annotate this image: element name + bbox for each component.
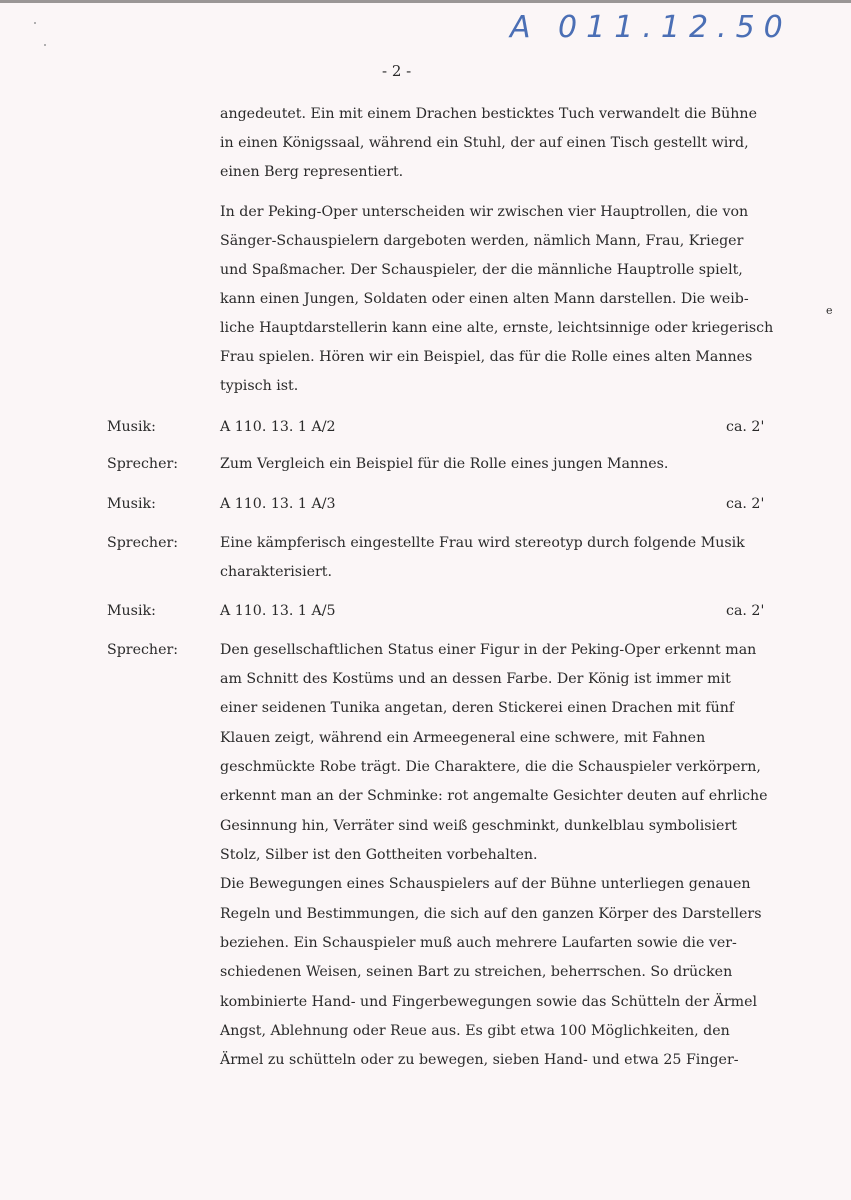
narrator-line: geschmückte Robe trägt. Die Charaktere, die die Schauspieler verkörpern, <box>220 759 761 775</box>
body-line: und Spaßmacher. Der Schauspieler, der die männliche Hauptrolle spielt, <box>220 262 743 278</box>
narrator-line: Zum Vergleich ein Beispiel für die Rolle eines jungen Mannes. <box>220 456 669 472</box>
archive-reference: A 011.12.50 <box>510 10 792 45</box>
speaker-label-music: Musik: <box>107 419 156 435</box>
narrator-line: beziehen. Ein Schauspieler muß auch mehrere Laufarten sowie die ver- <box>220 935 737 951</box>
music-duration: ca. 2' <box>726 419 765 435</box>
body-line: in einen Königssaal, während ein Stuhl, der auf einen Tisch gestellt wird, <box>220 135 749 151</box>
handwritten-correction: e <box>826 304 833 317</box>
body-line: Frau spielen. Hören wir ein Beispiel, das für die Rolle eines alten Mannes <box>220 349 753 365</box>
body-line: Sänger-Schauspielern dargeboten werden, nämlich Mann, Frau, Krieger <box>220 233 744 249</box>
music-duration: ca. 2' <box>726 603 765 619</box>
narrator-line: charakterisiert. <box>220 564 333 580</box>
narrator-line: am Schnitt des Kostüms und an dessen Farbe. Der König ist immer mit <box>220 671 731 687</box>
narrator-line: Angst, Ablehnung oder Reue aus. Es gibt etwa 100 Möglichkeiten, den <box>220 1023 730 1039</box>
narrator-line: Stolz, Silber ist den Gottheiten vorbehalten. <box>220 847 538 863</box>
speaker-label-music: Musik: <box>107 603 156 619</box>
narrator-line: Gesinnung hin, Verräter sind weiß geschminkt, dunkelblau symbolisiert <box>220 818 737 834</box>
speaker-label-narrator: Sprecher: <box>107 642 179 658</box>
narrator-line: einer seidenen Tunika angetan, deren Stickerei einen Drachen mit fünf <box>220 700 735 716</box>
narrator-line: Eine kämpferisch eingestellte Frau wird stereotyp durch folgende Musik <box>220 535 745 551</box>
body-line: angedeutet. Ein mit einem Drachen besticktes Tuch verwandelt die Bühne <box>220 106 757 122</box>
speaker-label-music: Musik: <box>107 496 156 512</box>
narrator-line: Die Bewegungen eines Schauspielers auf der Bühne unterliegen genauen <box>220 876 751 892</box>
narrator-line: Den gesellschaftlichen Status einer Figur in der Peking-Oper erkennt man <box>220 642 757 658</box>
narrator-line: Ärmel zu schütteln oder zu bewegen, sieben Hand- und etwa 25 Finger- <box>220 1052 739 1068</box>
narrator-line: kombinierte Hand- und Fingerbewegungen sowie das Schütteln der Ärmel <box>220 994 758 1010</box>
speaker-label-narrator: Sprecher: <box>107 456 179 472</box>
music-duration: ca. 2' <box>726 496 765 512</box>
narrator-line: Klauen zeigt, während ein Armeegeneral eine schwere, mit Fahnen <box>220 730 706 746</box>
page-top-edge <box>0 0 851 3</box>
music-reference: A 110. 13. 1 A/5 <box>220 603 336 619</box>
music-reference: A 110. 13. 1 A/3 <box>220 496 336 512</box>
body-line: liche Hauptdarstellerin kann eine alte, ernste, leichtsinnige oder kriegerisch <box>220 320 774 336</box>
speaker-label-narrator: Sprecher: <box>107 535 179 551</box>
body-line: einen Berg representiert. <box>220 164 404 180</box>
paper-speck <box>44 44 46 46</box>
narrator-line: schiedenen Weisen, seinen Bart zu streichen, beherrschen. So drücken <box>220 964 733 980</box>
paper-speck <box>34 22 36 24</box>
body-line: typisch ist. <box>220 378 299 394</box>
narrator-line: erkennt man an der Schminke: rot angemalte Gesichter deuten auf ehrliche <box>220 788 768 804</box>
body-line: kann einen Jungen, Soldaten oder einen alten Mann darstellen. Die weib- <box>220 291 749 307</box>
body-line: In der Peking-Oper unterscheiden wir zwischen vier Hauptrollen, die von <box>220 204 749 220</box>
page-number: - 2 - <box>382 62 412 80</box>
music-reference: A 110. 13. 1 A/2 <box>220 419 336 435</box>
narrator-line: Regeln und Bestimmungen, die sich auf den ganzen Körper des Darstellers <box>220 906 762 922</box>
